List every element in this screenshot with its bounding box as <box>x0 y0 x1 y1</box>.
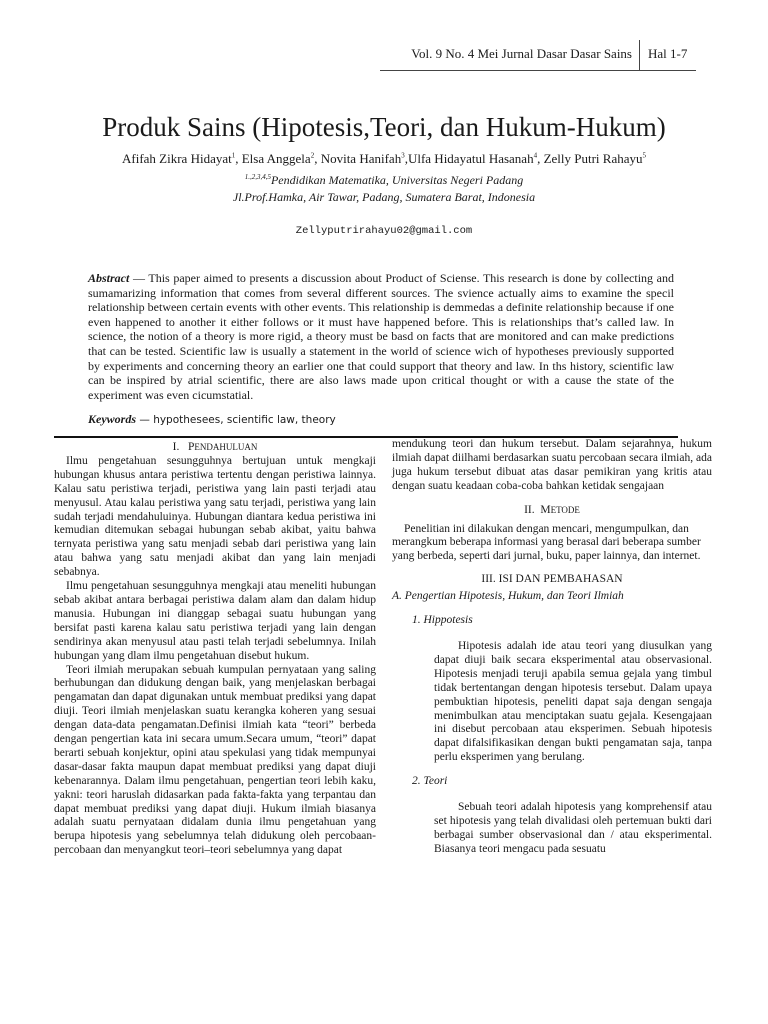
author-separator: , <box>537 151 544 166</box>
author-name: Ulfa Hidayatul Hasanah <box>407 151 534 166</box>
author-affiliation-mark: 2 <box>310 151 315 160</box>
subsection-heading-teori: 2. Teori <box>412 775 448 788</box>
section-initial: P <box>187 441 195 453</box>
author-affiliation-mark: 3 <box>401 151 405 160</box>
paragraph: Teori ilmiah merupakan sebuah kumpulan pernyataan yang saling berhubungan dan didukung dengan baik, yang menjelaskan berbagai pengamatan dan dapat digunakan untuk membuat prediksi yang dapat diuji. Teori ilmiah menjelaskan suatu kerangka koheren yang sesuai dengan data-data pengamatan.Definisi ilmiah kata “teori” berbeda dengan pengertian kata ini secara umum.Secara umum, “teori” dapat berarti sebuah konjektur, opini atau spekulasi yang tidak mempunyai dasar-dasar fakta maupun dapat membuat prediksi yang dapat diuji kebenarannya. Dalam ilmu pengetahuan, pengertian teori lebih kaku, yakni: teori haruslah didasarkan pada fakta-fakta yang terpantau dan dapat membuat prediksi yang dapat diuji. Hukum ilmiah biasanya adalah suatu pernyataan didalam dunia ilmu pengetahuan yang berupa hipotesis yang sebelumnya telah didukung oleh percobaan-percobaan dan menyangkut teori–teori sebelumnya yang dapat <box>54 663 376 857</box>
keywords-label: Keywords <box>88 412 136 426</box>
author-affiliation-mark: 4 <box>533 151 538 160</box>
page-range: Hal 1-7 <box>648 46 688 61</box>
author-name: Elsa Anggela <box>241 151 311 166</box>
keywords-text: hypothesees, scientific law, theory <box>153 414 336 426</box>
affiliation-marks: 1.,2,3,4,5 <box>244 173 271 181</box>
author-list <box>40 151 728 167</box>
abstract-separator: — <box>129 271 149 285</box>
paragraph: Ilmu pengetahuan sesungguhnya mengkaji atau meneliti hubungan sebab akibat antara berbagai peristiwa dalam alam dan dalam hidup manusia. Hubungan ini dianggap sebagai suatu hubungan yang bersifat pasti karena kalau satu peristiwa terjadi yang lain dengan sendirinya akan menyusul atau pasti telah terjadi sebelumnya. Inilah hubungan yang dlam ilmu pengetahuan disebut hukum. <box>54 580 376 662</box>
section-heading-isi: III. ISI DAN PEMBAHASAN <box>481 573 623 586</box>
right-column <box>392 438 712 857</box>
section-rest: ETODE <box>550 504 580 515</box>
paragraph: Ilmu pengetahuan sesungguhnya bertujuan untuk mengkaji hubungan khusus antara peristiwa tertentu dengan peristiwa lainnya. Kalau satu peristiwa terjadi, peristiwa yang lain pasti terjadi atau menyusul. Atau kalau peristiwa yang satu terjadi, peristiwa yang lain sudah terjadi mendahuluinya. Hubungan diantara kedua peristiwa ini kemudian ditemukan sebagai hubungan sebab akibat, yaitu bahwa ternyata peristiwa yang satu menjadi sebab dari peristiwa yang lain atau bahwa yang satu menjadi akibat dan yang lain menjadi sebabnya. <box>54 454 376 579</box>
abstract-label: Abstract <box>88 271 130 285</box>
subsection-heading-hipotesis: 1. Hippotesis <box>412 614 473 627</box>
affiliation-text: Pendidikan Matematika, Universitas Negeri Padang <box>270 173 524 187</box>
journal-header: Vol. 9 No. 4 Mei Jurnal Dasar Dasar Sains <box>411 46 632 61</box>
paragraph: Penelitian ini dilakukan dengan mencari, mengumpulkan, dan merangkum beberapa informasi yang berasal dari beberapa sumber yang berbeda, seperti dari jurnal, buku, paper lainnya, dan internet. <box>392 522 701 563</box>
abstract-text: This paper aimed to presents a discussion about Product of Sciense. This research is done by collecting and sumamarizing information that comes from several different sources. The svience actually aims to examine the specil relationship between certain events with other events. This relationship is demmedas a definite relationship because if one even happened to another it either follows or it must have happened before. This is relationships that’s called law. In science, the notion of a theory is more rigid, a theory must be basd on facts that are monitored and can make predictions that can be tested. Scientific law is usually a statement in the world of science wich of hypotheses previously supported by experiments and concerning theory an earlier one that could support that theory and law. In ths history, scientific law can be inspired by atrial scientific, there are also laws made upon critical thought or with a cause the state of the experiment was even cicumstatial. <box>88 271 674 402</box>
email[interactable]: Zellyputrirahayu02@gmail.com <box>295 225 473 237</box>
paragraph: Sebuah teori adalah hipotesis yang komprehensif atau set hipotesis yang telah divalidasi oleh pertemuan bukti dari berbagai sumber observasional dan / atau eksperimental. Biasanya teori mengacu pada sesuatu <box>434 801 712 855</box>
address: Jl.Prof.Hamka, Air Tawar, Padang, Sumatera Barat, Indonesia <box>232 190 536 204</box>
keywords-separator: — <box>136 414 154 426</box>
paper-title: Produk Sains (Hipotesis,Teori, dan Hukum-Hukum) <box>102 112 666 142</box>
subsection-heading-a: A. Pengertian Hipotesis, Hukum, dan Teori Ilmiah <box>392 590 624 603</box>
author-name: Novita Hanifah <box>320 151 402 166</box>
header-divider <box>639 40 640 70</box>
paragraph-continuation: mendukung teori dan hukum tersebut. Dalam sejarahnya, hukum ilmiah dapat diilhami berdasarkan suatu percobaan secara ilmiah, ada juga hukum tersebut dibuat atas dasar pemikiran yang kritis atau dengan suatu keadaan coba-coba bahkan ketidak sengajaan <box>392 438 712 492</box>
header-rule <box>380 70 696 71</box>
section-heading-metode <box>392 504 712 518</box>
section-number: I. <box>172 441 180 453</box>
author-separator: , <box>235 151 242 166</box>
author-separator: , <box>314 151 321 166</box>
affiliation <box>40 173 728 188</box>
abstract <box>88 271 674 402</box>
section-initial: M <box>540 503 551 516</box>
author-name: Afifah Zikra Hidayat <box>121 151 232 166</box>
section-number: II. <box>524 503 535 516</box>
author-name: Zelly Putri Rahayu <box>543 151 643 166</box>
section-heading-pendahuluan <box>54 441 376 455</box>
keywords <box>88 412 336 427</box>
author-affiliation-mark: 5 <box>642 151 647 160</box>
author-affiliation-mark: 1 <box>231 151 236 160</box>
paragraph: Hipotesis adalah ide atau teori yang diusulkan yang dapat diuji baik secara eksperimental atau observasional. Hipotesis menjadi teruji apabila semua gejala yang timbul tidak bertentangan dengan hipotesis tersebut. Dalam upaya pembuktian hipotesis, peneliti dapat saja dengan sengaja menimbulkan atau menciptakan suatu gejala. Kesengajaan ini disebut percobaan atau eksperimen. Sebuah hipotesis dapat difalsifikasikan dengan bukti pengamatan saja, tanpa perlu eksperimen yang berulang. <box>434 639 712 764</box>
section-rest: ENDAHULUAN <box>194 442 258 452</box>
author-separator: , <box>404 151 408 166</box>
left-column <box>54 441 376 858</box>
